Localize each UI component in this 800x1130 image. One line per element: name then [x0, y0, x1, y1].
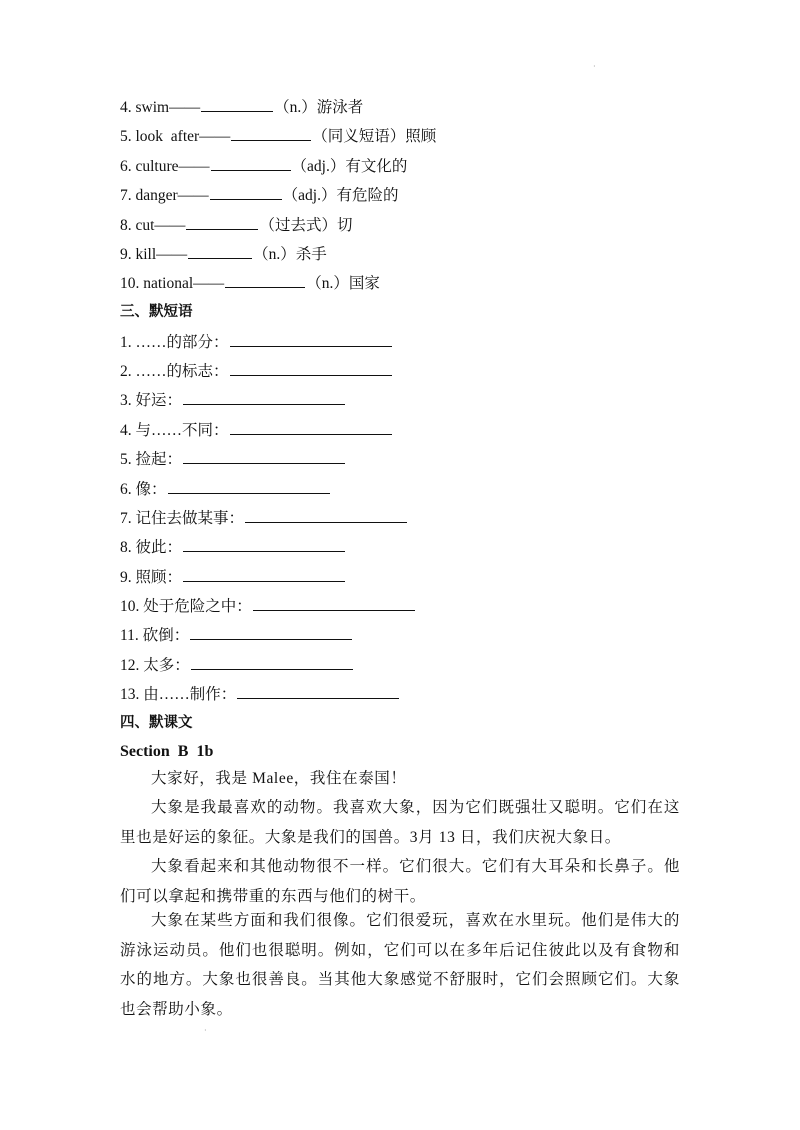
phrase-item-3: 3. 好运：: [120, 389, 346, 411]
answer-blank[interactable]: [230, 331, 392, 347]
vocab-item-10: 10. national—— （n.）国家: [120, 272, 380, 294]
section-heading-text: 四、默课文: [120, 715, 193, 731]
phrase-item-6: 6. 像：: [120, 478, 331, 500]
paragraph-3: 大象看起来和其他动物很不一样。它们很大。它们有大耳朵和长鼻子。他们可以拿起和携带重的东西与他们的树干。: [120, 858, 680, 905]
answer-blank[interactable]: [201, 96, 273, 112]
paragraph-2: 大象是我最喜欢的动物。我喜欢大象，因为它们既强壮又聪明。它们在这里也是好运的象征。大象是我们的国兽。3月 13 日，我们庆祝大象日。: [120, 799, 680, 846]
answer-blank[interactable]: [211, 155, 291, 171]
section-heading-phrases: 三、默短语: [120, 304, 193, 320]
answer-blank[interactable]: [245, 507, 407, 523]
answer-blank[interactable]: [188, 243, 252, 259]
paragraph-1: 大家好，我是 Malee，我住在泰国！: [151, 770, 407, 787]
answer-blank[interactable]: [230, 419, 392, 435]
answer-blank[interactable]: [183, 448, 345, 464]
answer-blank[interactable]: [237, 683, 399, 699]
phrase-item-12: 12. 太多：: [120, 654, 354, 676]
vocab-item-7: 7. danger—— （adj.）有危险的: [120, 184, 398, 206]
phrase-item-10: 10. 处于危险之中：: [120, 595, 416, 617]
section-title: Section B 1b: [120, 743, 214, 760]
phrase-item-11: 11. 砍倒：: [120, 624, 353, 646]
phrase-item-7: 7. 记住去做某事：: [120, 507, 408, 529]
answer-blank[interactable]: [230, 360, 392, 376]
scan-dot: ·: [593, 62, 596, 71]
phrase-item-2: 2. ……的标志：: [120, 360, 393, 382]
vocab-item-5: 5. look after—— （同义短语）照顾: [120, 125, 436, 147]
answer-blank[interactable]: [191, 654, 353, 670]
answer-blank[interactable]: [186, 214, 258, 230]
phrase-item-1: 1. ……的部分：: [120, 331, 393, 353]
phrase-item-8: 8. 彼此：: [120, 536, 346, 558]
answer-blank[interactable]: [210, 184, 282, 200]
answer-blank[interactable]: [183, 566, 345, 582]
phrase-item-9: 9. 照顾：: [120, 566, 346, 588]
answer-blank[interactable]: [225, 272, 305, 288]
vocab-item-4: 4. swim—— （n.）游泳者: [120, 96, 363, 118]
answer-blank[interactable]: [183, 536, 345, 552]
phrase-item-5: 5. 捡起：: [120, 448, 346, 470]
phrase-item-13: 13. 由……制作：: [120, 683, 400, 705]
answer-blank[interactable]: [183, 389, 345, 405]
answer-blank[interactable]: [253, 595, 415, 611]
vocab-item-8: 8. cut—— （过去式）切: [120, 214, 352, 236]
paragraph-4: 大象在某些方面和我们很像。它们很爱玩，喜欢在水里玩。他们是伟大的游泳运动员。他们也很聪明。例如，它们可以在多年后记住彼此以及有食物和水的地方。大象也很善良。当其他大象感觉不舒服时，它们会照顾它们。大象也会帮助小象。: [120, 912, 680, 1018]
answer-blank[interactable]: [168, 478, 330, 494]
vocab-item-6: 6. culture—— （adj.）有文化的: [120, 155, 407, 177]
scan-dot: ·: [204, 1026, 207, 1035]
vocab-item-9: 9. kill—— （n.）杀手: [120, 243, 327, 265]
phrase-item-4: 4. 与……不同：: [120, 419, 393, 441]
answer-blank[interactable]: [231, 125, 311, 141]
answer-blank[interactable]: [190, 624, 352, 640]
